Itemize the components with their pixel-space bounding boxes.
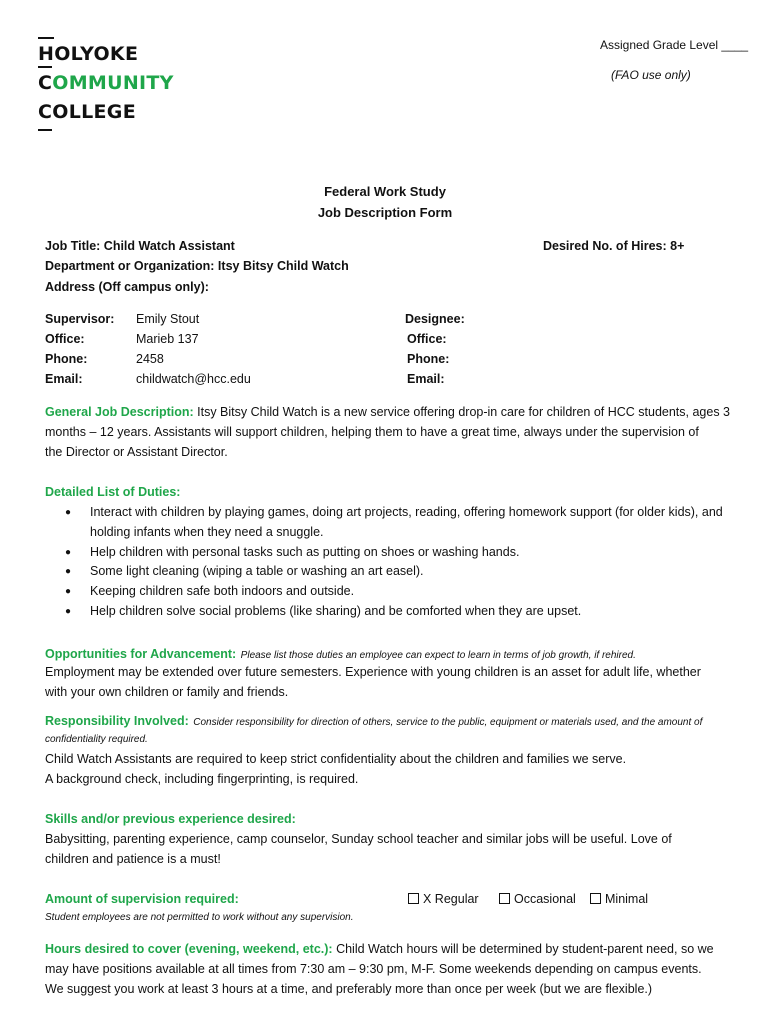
duty-item: ● Help children with personal tasks such as putting on shoes or washing hands.: [62, 543, 752, 563]
option-regular-label: X Regular: [423, 892, 479, 906]
office-label: Office:: [45, 332, 85, 346]
general-description-line-2: months – 12 years. Assistants will support children, helping them to have a great time, always under the supervision of: [45, 425, 699, 439]
advancement-line-2: with your own children or family and friends.: [45, 685, 289, 699]
job-title: Job Title: Child Watch Assistant: [45, 239, 235, 253]
general-description-text: Itsy Bitsy Child Watch is a new service offering drop-in care for children of HCC students, ages 3: [197, 405, 731, 419]
logo-letter: C: [38, 98, 52, 127]
responsibility-line-2: A background check, including fingerprinting, is required.: [45, 772, 359, 786]
option-minimal[interactable]: [590, 892, 648, 906]
checkbox-icon[interactable]: [408, 893, 419, 904]
duty-item: ● Keeping children safe both indoors and outside.: [62, 582, 752, 602]
logo-line-1: [38, 40, 174, 69]
hours-line-3: We suggest you work at least 3 hours at a time, and preferably more than once per week (but we are flexible.): [45, 982, 653, 996]
supervision-heading: Amount of supervision required:: [45, 892, 239, 906]
option-occasional-label: Occasional: [514, 892, 576, 906]
option-occasional[interactable]: [499, 892, 576, 906]
hours-text: Child Watch hours will be determined by student-parent need, so we: [336, 942, 714, 956]
supervisor-label: Supervisor:: [45, 312, 115, 326]
responsibility-heading: Responsibility Involved:: [45, 714, 189, 728]
logo-line-3: [38, 98, 174, 127]
logo-line-2: [38, 69, 174, 98]
designee-office-label: Office:: [407, 332, 447, 346]
form-title-1: Federal Work Study: [324, 184, 446, 199]
advancement-header: [45, 645, 636, 663]
duty-item: ● Help children solve social problems (like sharing) and be comforted when they are upset.: [62, 602, 752, 622]
assigned-grade-level: Assigned Grade Level ____: [600, 38, 749, 52]
general-description-heading: General Job Description:: [45, 405, 194, 419]
phone-label: Phone:: [45, 352, 88, 366]
logo-letter: C: [38, 69, 52, 98]
duties-heading: Detailed List of Duties:: [45, 485, 181, 499]
department: Department or Organization: Itsy Bitsy Child Watch: [45, 259, 349, 273]
address: Address (Off campus only):: [45, 280, 209, 294]
duty-item: ● Interact with children by playing games, doing art projects, reading, offering homework support (for older kids), and holding infants when they need a snuggle.: [62, 503, 752, 543]
general-description-line-1: [45, 405, 730, 419]
logo-text: OLYOKE: [54, 43, 139, 65]
responsibility-hint-2: confidentiality required.: [45, 734, 148, 745]
designee-label: Designee:: [405, 312, 465, 326]
option-minimal-label: Minimal: [605, 892, 649, 906]
duty-item: ● Some light cleaning (wiping a table or washing an art easel).: [62, 562, 752, 582]
checkbox-icon[interactable]: [590, 893, 601, 904]
responsibility-line-1: Child Watch Assistants are required to keep strict confidentiality about the children and families we serve.: [45, 752, 627, 766]
advancement-hint: Please list those duties an employee can expect to learn in terms of job growth, if rehired.: [240, 650, 636, 661]
fao-note: (FAO use only): [611, 68, 691, 82]
logo-letter: H: [38, 40, 54, 69]
option-regular[interactable]: [408, 892, 479, 906]
logo-text: OMMUNITY: [52, 72, 174, 94]
hours-heading: Hours desired to cover (evening, weekend, etc.):: [45, 942, 333, 956]
supervision-note: Student employees are not permitted to work without any supervision.: [45, 912, 354, 923]
logo-text: OLLEGE: [52, 101, 136, 123]
hours-line-2: may have positions available at all times from 7:30 am – 9:30 pm, M-F. Some weekends depending on campus events.: [45, 962, 702, 976]
skills-line-1: Babysitting, parenting experience, camp counselor, Sunday school teacher and similar jobs will be useful. Love of: [45, 832, 672, 846]
office-value: Marieb 137: [136, 332, 199, 346]
form-title-2: Job Description Form: [317, 205, 453, 220]
email-value: childwatch@hcc.edu: [136, 372, 251, 386]
responsibility-hint: Consider responsibility for direction of others, service to the public, equipment or materials used, and the amount of: [193, 717, 703, 728]
college-logo: [38, 40, 174, 127]
designee-phone-label: Phone:: [407, 352, 450, 366]
advancement-heading: Opportunities for Advancement:: [45, 647, 237, 661]
hours-line-1: [45, 942, 714, 956]
general-description-line-3: the Director or Assistant Director.: [45, 445, 228, 459]
advancement-line-1: Employment may be extended over future semesters. Experience with young children is an asset for adult life, whether: [45, 665, 701, 679]
duties-list: [62, 503, 752, 622]
supervisor-value: Emily Stout: [136, 312, 200, 326]
skills-heading: Skills and/or previous experience desired:: [45, 812, 296, 826]
phone-value: 2458: [136, 352, 164, 366]
desired-hires: Desired No. of Hires: 8+: [543, 239, 685, 253]
checkbox-icon[interactable]: [499, 893, 510, 904]
email-label: Email:: [45, 372, 83, 386]
skills-line-2: children and patience is a must!: [45, 852, 221, 866]
responsibility-header: [45, 712, 702, 730]
designee-email-label: Email:: [407, 372, 445, 386]
